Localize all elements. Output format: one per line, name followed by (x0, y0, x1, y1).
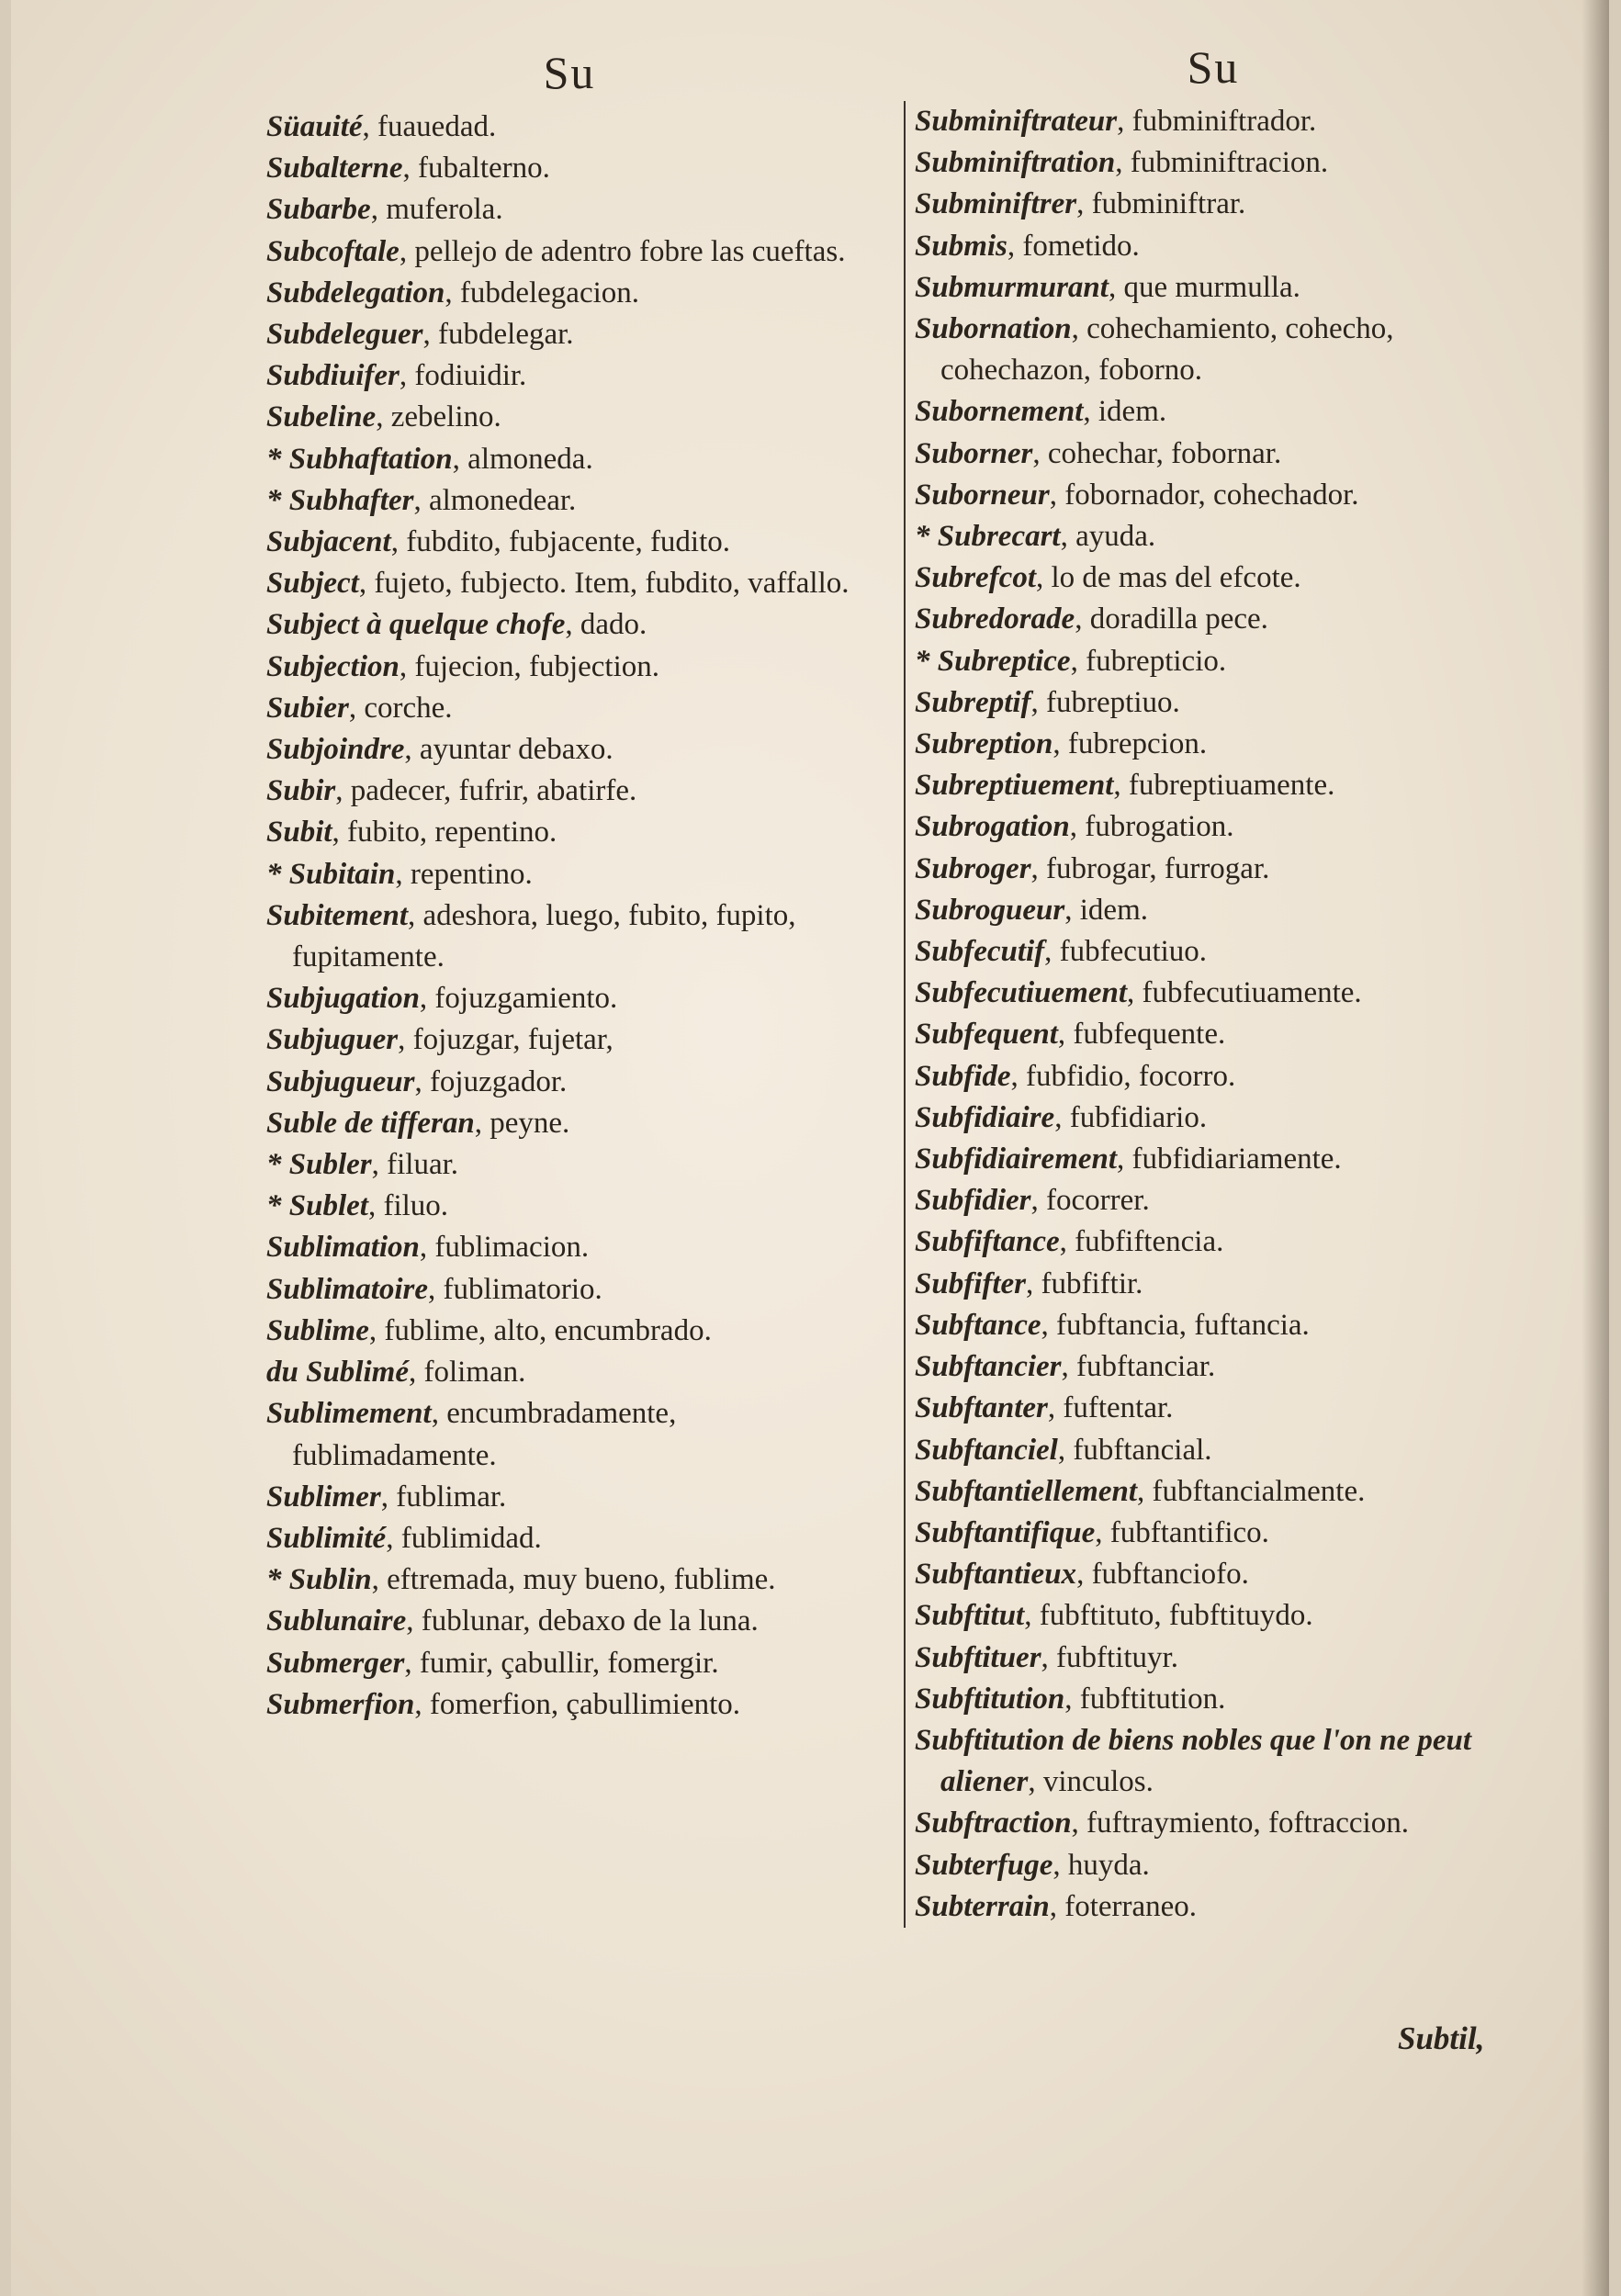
entry-translation: , foterraneo. (1049, 1889, 1198, 1923)
entry-translation: , fubftanciar. (1061, 1350, 1216, 1384)
entry-headword: Subject (266, 567, 359, 601)
book-page (11, 0, 1609, 2296)
dictionary-entry (915, 890, 1521, 931)
dictionary-entry (915, 1595, 1521, 1637)
dictionary-entry (915, 1430, 1521, 1471)
dictionary-entry (266, 439, 872, 480)
entry-headword: Subfide (915, 1059, 1011, 1093)
dictionary-entry (915, 184, 1521, 225)
dictionary-entry (266, 1518, 872, 1559)
entry-headword: Subroger (915, 851, 1031, 885)
entry-translation: , dado. (565, 608, 647, 642)
entry-translation: , fubalterno. (402, 152, 550, 186)
dictionary-entry (915, 724, 1521, 765)
entry-translation: , fuauedad. (362, 110, 497, 143)
entry-translation: , fubfecutiuamente. (1127, 976, 1362, 1010)
entry-translation: , fubftantifico. (1095, 1515, 1269, 1549)
entry-headword: Subftantiellement (915, 1474, 1138, 1508)
entry-headword: Sublimatoire (266, 1272, 429, 1306)
entry-headword: Subftitut (915, 1599, 1025, 1633)
dictionary-entry (915, 765, 1521, 806)
entry-headword: Subitement (266, 898, 409, 932)
dictionary-entry (266, 1643, 872, 1684)
entry-headword: Sublimation (266, 1231, 420, 1265)
left-entry-list (266, 107, 872, 1726)
entry-headword: Subir (266, 774, 336, 808)
entry-translation: , fubminiftrar. (1076, 187, 1246, 221)
entry-translation: , fublimidad. (386, 1521, 542, 1555)
entry-headword: * Subitain (266, 857, 396, 891)
entry-headword: Sublime (266, 1313, 369, 1347)
entry-headword: Sublunaire (266, 1604, 407, 1638)
page-edge-shadow (1582, 0, 1609, 2296)
dictionary-entry (915, 101, 1521, 142)
dictionary-entry (915, 1388, 1521, 1429)
dictionary-entry (915, 806, 1521, 848)
entry-headword: Subminiftrateur (915, 105, 1118, 138)
entry-translation: , fubftitution. (1064, 1682, 1226, 1716)
dictionary-entry (915, 599, 1521, 640)
entry-headword: Subfidiaire (915, 1100, 1055, 1134)
dictionary-entry (915, 1346, 1521, 1388)
entry-translation: , fubfiftir. (1026, 1266, 1143, 1300)
dictionary-entry (915, 142, 1521, 184)
entry-headword: Subornation (915, 312, 1072, 346)
entry-headword: Suble de tifferan (266, 1106, 475, 1140)
dictionary-entry (266, 604, 872, 646)
entry-headword: Suborneur (915, 478, 1050, 512)
entry-translation: , fubftancia, fuftancia. (1041, 1308, 1310, 1342)
entry-translation: , peyne. (474, 1106, 570, 1140)
entry-headword: Subfidier (915, 1184, 1031, 1218)
dictionary-entry (915, 1264, 1521, 1305)
entry-translation: , fubftancialmente. (1137, 1474, 1366, 1508)
entry-headword: Subit (266, 816, 332, 850)
dictionary-entry (915, 1471, 1521, 1513)
dictionary-entry (266, 1103, 872, 1144)
entry-headword: Subftanter (915, 1391, 1048, 1425)
right-entry-list (915, 101, 1521, 1928)
entry-translation: , fubminiftracion. (1115, 146, 1329, 180)
entry-headword: * Subhafter (266, 483, 414, 517)
entry-translation: , adeshora, luego, fubito, fupito, fupitamente. (292, 898, 796, 974)
entry-headword: * Sublet (266, 1189, 368, 1223)
entry-translation: , fubrepticio. (1070, 644, 1227, 678)
dictionary-entry (915, 931, 1521, 973)
entry-translation: , ayuda. (1060, 520, 1156, 554)
entry-headword: Subreptiuement (915, 769, 1114, 803)
entry-headword: Sublimer (266, 1480, 381, 1514)
dictionary-entry (915, 1180, 1521, 1221)
dictionary-entry (266, 1559, 872, 1601)
entry-translation: , fublimacion. (419, 1231, 590, 1265)
entry-headword: Subreptif (915, 685, 1031, 719)
dictionary-entry (915, 391, 1521, 433)
entry-translation: , fubfequente. (1057, 1018, 1226, 1052)
entry-translation: , fojuzgar, fujetar, (398, 1023, 614, 1057)
entry-headword: Subjoindre (266, 733, 405, 767)
dictionary-entry (266, 647, 872, 688)
entry-translation: , almonedear. (413, 483, 577, 517)
entry-translation: , doradilla pece. (1075, 602, 1268, 636)
dictionary-entry (266, 1601, 872, 1642)
left-column (266, 46, 872, 1726)
entry-translation: , fumir, çabullir, fomergir. (404, 1646, 719, 1680)
dictionary-entry (266, 1269, 872, 1311)
left-column-header: Su (543, 47, 596, 98)
entry-translation: , padecer, fufrir, abatirfe. (335, 774, 637, 808)
entry-headword: Süauité (266, 110, 363, 143)
entry-translation: , huyda. (1053, 1848, 1150, 1882)
dictionary-entry (915, 309, 1521, 391)
dictionary-entry (266, 1684, 872, 1726)
dictionary-entry (266, 107, 872, 148)
right-column-header: Su (1187, 41, 1240, 93)
entry-headword: Subftancier (915, 1350, 1062, 1384)
entry-headword: Subdeleguer (266, 318, 423, 352)
dictionary-entry (915, 1056, 1521, 1097)
entry-translation: , fublime, alto, encumbrado. (368, 1313, 712, 1347)
entry-translation: , fujeto, fubjecto. Item, fubdito, vaffallo. (358, 567, 850, 601)
dictionary-entry (266, 189, 872, 231)
entry-headword: * Subrecart (915, 520, 1061, 554)
dictionary-entry (266, 729, 872, 771)
entry-headword: Subfifter (915, 1266, 1027, 1300)
entry-headword: Subarbe (266, 193, 371, 227)
dictionary-entry (915, 516, 1521, 557)
dictionary-entry (266, 1352, 872, 1393)
dictionary-entry (266, 1477, 872, 1518)
entry-translation: , fubminiftrador. (1117, 105, 1317, 138)
dictionary-entry (266, 895, 872, 978)
dictionary-entry (915, 641, 1521, 682)
entry-headword: Subrogation (915, 810, 1070, 844)
entry-translation: , fojuzgamiento. (419, 982, 618, 1016)
entry-translation: , fubftancial. (1057, 1433, 1212, 1467)
entry-headword: Subcoftale (266, 234, 400, 268)
entry-translation: , que murmulla. (1108, 270, 1300, 304)
entry-translation: , fubrogar, furrogar. (1030, 851, 1270, 885)
dictionary-entry (266, 1393, 872, 1476)
entry-translation: , almoneda. (452, 442, 593, 476)
dictionary-entry (266, 1019, 872, 1061)
entry-headword: Subjugueur (266, 1064, 415, 1098)
dictionary-entry (915, 1720, 1521, 1803)
entry-headword: Subrefcot (915, 561, 1036, 595)
entry-headword: Submerger (266, 1646, 405, 1680)
dictionary-entry (915, 267, 1521, 309)
entry-headword: Subalterne (266, 152, 403, 186)
entry-translation: , encumbradamente, fublimadamente. (292, 1397, 677, 1472)
entry-translation: , fobornador, cohechador. (1049, 478, 1359, 512)
dictionary-entry (266, 148, 872, 189)
entry-translation: , fubftituyr. (1041, 1640, 1178, 1674)
dictionary-entry (915, 1139, 1521, 1180)
dictionary-entry (266, 273, 872, 314)
entry-translation: , filuar. (371, 1148, 459, 1182)
entry-translation: , focorrer. (1030, 1184, 1150, 1218)
entry-translation: , fubdelegacion. (445, 276, 640, 310)
entry-headword: Subjacent (266, 525, 391, 559)
dictionary-entry (266, 314, 872, 355)
entry-translation: , fubdito, fubjacente, fudito. (390, 525, 731, 559)
entry-headword: Subier (266, 691, 349, 725)
entry-headword: Subject à quelque chofe (266, 608, 566, 642)
entry-translation: , fometido. (1007, 229, 1140, 263)
dictionary-entry (266, 1311, 872, 1352)
dictionary-entry (915, 682, 1521, 724)
entry-translation: , fomerfion, çabullimiento. (414, 1687, 741, 1721)
entry-headword: Subftitution de biens nobles que l'on ne peut aliener (915, 1723, 1472, 1799)
entry-translation: , eftremada, muy bueno, fublime. (371, 1563, 776, 1597)
entry-translation: , muferola. (370, 193, 503, 227)
catchword: Subtil, (1398, 2020, 1485, 2056)
dictionary-entry (915, 1803, 1521, 1844)
entry-headword: * Sublin (266, 1563, 372, 1597)
dictionary-entry (266, 355, 872, 397)
dictionary-entry (915, 1305, 1521, 1346)
entry-translation: , fubftituto, fubftituydo. (1024, 1599, 1313, 1633)
entry-translation: , ayuntar debaxo. (404, 733, 614, 767)
dictionary-entry (915, 557, 1521, 599)
dictionary-entry (915, 475, 1521, 516)
entry-headword: Subeline (266, 400, 377, 434)
entry-translation: , fubreptiuo. (1030, 685, 1180, 719)
dictionary-entry (266, 1186, 872, 1227)
entry-headword: Subftraction (915, 1806, 1072, 1840)
entry-headword: Subdelegation (266, 276, 445, 310)
entry-translation: , fubreptiuamente. (1113, 769, 1335, 803)
entry-translation: , fubfecutiuo. (1044, 935, 1208, 969)
entry-translation: , fuftentar. (1047, 1391, 1174, 1425)
entry-translation: , filuo. (367, 1189, 449, 1223)
entry-translation: , fubfidiariamente. (1117, 1142, 1342, 1176)
dictionary-entry (266, 978, 872, 1019)
entry-translation: , repentino. (395, 857, 533, 891)
entry-translation: , fubfidio, focorro. (1010, 1059, 1236, 1093)
entry-translation: , fuftraymiento, foftraccion. (1071, 1806, 1409, 1840)
entry-headword: Submerfion (266, 1687, 415, 1721)
entry-headword: Subftantieux (915, 1558, 1077, 1592)
entry-translation: , idem. (1083, 395, 1167, 429)
entry-headword: Subjuguer (266, 1023, 399, 1057)
dictionary-entry (266, 1144, 872, 1186)
entry-headword: Subreption (915, 727, 1053, 761)
dictionary-entry (915, 1554, 1521, 1595)
entry-translation: , lo de mas del efcote. (1036, 561, 1301, 595)
dictionary-entry (915, 1845, 1521, 1886)
dictionary-entry (915, 1679, 1521, 1720)
entry-headword: Subfequent (915, 1018, 1058, 1052)
entry-translation: , idem. (1064, 893, 1148, 927)
dictionary-entry (266, 1062, 872, 1103)
entry-translation: , cohechamiento, cohecho, cohechazon, foborno. (940, 312, 1394, 388)
entry-headword: * Subler (266, 1148, 372, 1182)
dictionary-entry (266, 522, 872, 563)
entry-headword: Subftanciel (915, 1433, 1058, 1467)
entry-translation: , fujecion, fubjection. (399, 649, 660, 683)
entry-translation: , fojuzgador. (414, 1064, 568, 1098)
entry-translation: , fubito, repentino. (332, 816, 557, 850)
entry-headword: Submurmurant (915, 270, 1109, 304)
entry-headword: Subftitution (915, 1682, 1065, 1716)
dictionary-entry (266, 1227, 872, 1268)
entry-headword: Subfiftance (915, 1225, 1060, 1259)
dictionary-entry (266, 854, 872, 895)
entry-translation: , foliman. (408, 1356, 526, 1390)
entry-headword: * Subhaftation (266, 442, 453, 476)
entry-headword: Subterrain (915, 1889, 1050, 1923)
entry-headword: Subminiftrer (915, 187, 1077, 221)
entry-translation: , vinculos. (1028, 1765, 1154, 1799)
dictionary-entry (915, 1097, 1521, 1139)
entry-headword: Sublimement (266, 1397, 432, 1431)
entry-translation: , corche. (348, 691, 453, 725)
dictionary-entry (915, 433, 1521, 475)
dictionary-entry (915, 973, 1521, 1014)
right-column (904, 41, 1521, 1928)
dictionary-entry (915, 1886, 1521, 1928)
entry-headword: Subftantifique (915, 1515, 1096, 1549)
dictionary-entry (266, 480, 872, 522)
entry-translation: , fubfiftencia. (1059, 1225, 1224, 1259)
dictionary-entry (266, 231, 872, 273)
entry-headword: du Sublimé (266, 1356, 409, 1390)
entry-headword: Subornement (915, 395, 1084, 429)
entry-translation: , fubrepcion. (1053, 727, 1208, 761)
entry-headword: Subminiftration (915, 146, 1116, 180)
entry-headword: Subfidiairement (915, 1142, 1118, 1176)
entry-headword: Subfecutif (915, 935, 1045, 969)
dictionary-entry (266, 771, 872, 812)
entry-headword: Subfecutiuement (915, 976, 1128, 1010)
dictionary-entry (266, 397, 872, 438)
entry-headword: Subredorade (915, 602, 1075, 636)
dictionary-entry (266, 812, 872, 853)
entry-translation: , fublunar, debaxo de la luna. (406, 1604, 759, 1638)
entry-headword: Submis (915, 229, 1007, 263)
dictionary-entry (915, 1638, 1521, 1679)
entry-headword: Suborner (915, 436, 1033, 470)
entry-translation: , fublimatorio. (428, 1272, 602, 1306)
dictionary-entry (915, 1014, 1521, 1055)
entry-translation: , fublimar. (380, 1480, 507, 1514)
entry-headword: Subjection (266, 649, 400, 683)
dictionary-entry (915, 849, 1521, 890)
entry-translation: , zebelino. (376, 400, 501, 434)
entry-headword: Subrogueur (915, 893, 1065, 927)
dictionary-entry (266, 688, 872, 729)
entry-headword: Subterfuge (915, 1848, 1053, 1882)
entry-headword: Subjugation (266, 982, 420, 1016)
entry-translation: , fodiuidir. (399, 359, 527, 393)
entry-headword: Subdiuifer (266, 359, 400, 393)
entry-headword: Subftance (915, 1308, 1041, 1342)
entry-headword: * Subreptice (915, 644, 1071, 678)
entry-headword: Subftituer (915, 1640, 1041, 1674)
entry-translation: , fubrogation. (1069, 810, 1234, 844)
entry-headword: Sublimité (266, 1521, 387, 1555)
entry-translation: , fubdelegar. (422, 318, 574, 352)
dictionary-entry (266, 563, 872, 604)
entry-translation: , pellejo de adentro fobre las cueftas. (399, 234, 846, 268)
dictionary-entry (915, 226, 1521, 267)
dictionary-entry (915, 1513, 1521, 1554)
entry-translation: , fubfidiario. (1054, 1100, 1208, 1134)
entry-translation: , fubftanciofo. (1076, 1558, 1249, 1592)
dictionary-entry (915, 1221, 1521, 1263)
entry-translation: , cohechar, fobornar. (1032, 436, 1282, 470)
